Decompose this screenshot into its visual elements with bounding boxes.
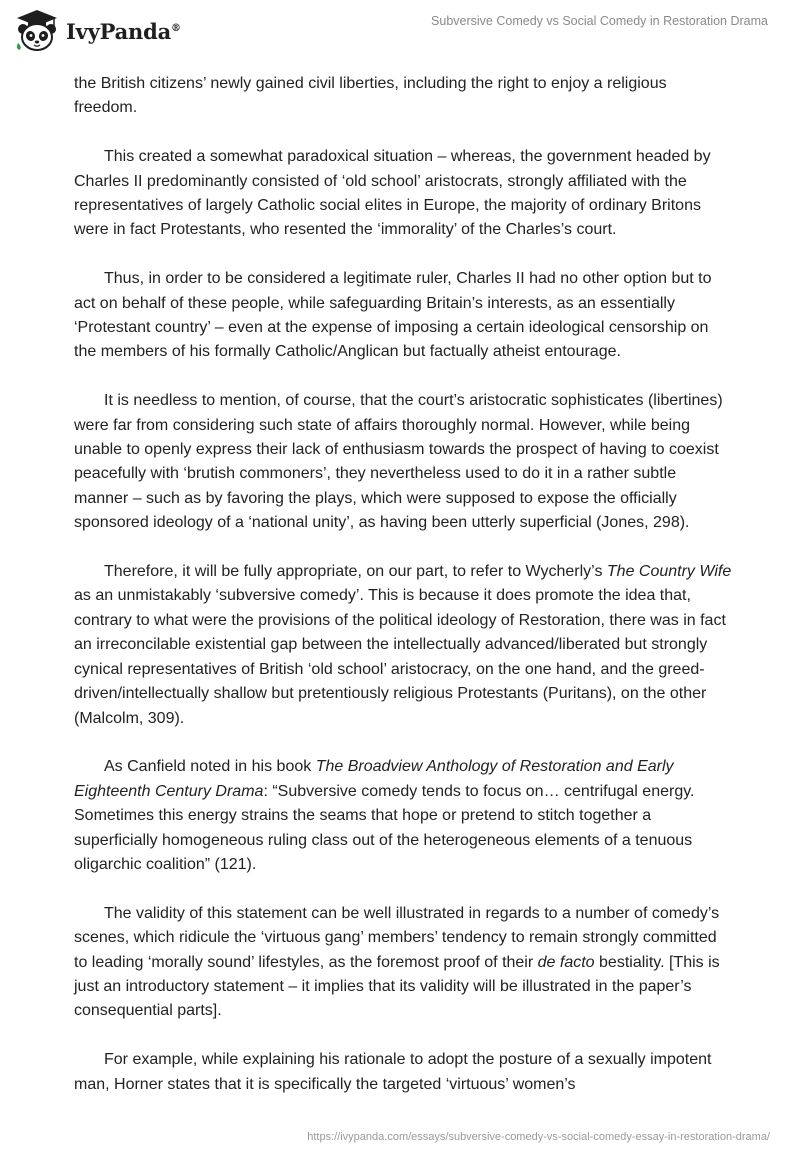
brand-name: IvyPanda®: [66, 18, 181, 44]
italic-term: de facto: [537, 953, 595, 971]
book-title: The Broadview Anthology of Restoration and Early Eighteenth Century Drama: [74, 758, 674, 800]
paragraph: The validity of this statement can be well illustrated in regards to a number of comedy’s scenes, which ridicule the ‘virtuous gang’ members’ tendency to remain strongly committed to leading ‘morally sound’ lifestyles, as the foremost proof of their de facto bestiality. [This is just an introductory statement – it implies that its validity will be illustrated in the paper’s consequential parts].: [74, 904, 720, 1020]
paragraph: Thus, in order to be considered a legitimate ruler, Charles II had no other option but to act on behalf of these people, while safeguarding Britain’s interests, as an essentially ‘Protestant country’ – even at the expense of imposing a certain ideological censorship on the members of his formally Catholic/Anglican but factually atheist entourage.: [74, 270, 712, 361]
brand-logo[interactable]: [14, 9, 181, 51]
paragraph: This created a somewhat paradoxical situation – whereas, the government headed by Charles II predominantly consisted of ‘old school’ aristocrats, strongly affiliated with the representatives of largely Catholic social elites in Europe, the majority of ordinary Britons were in fact Protestants, who resented the ‘immorality’ of the Charles’s court.: [74, 148, 711, 239]
source-url[interactable]: https://ivypanda.com/essays/subversive-comedy-vs-social-comedy-essay-in-restoration-drama/: [307, 1131, 770, 1143]
paragraph: For example, while explaining his rationale to adopt the posture of a sexually impotent man, Horner states that it is specifically the targeted ‘virtuous’ women’s: [74, 1051, 712, 1093]
paragraph: It is needless to mention, of course, that the court’s aristocratic sophisticates (libertines) were far from considering such state of affairs thoroughly normal. However, while being unable to openly express their lack of enthusiasm towards the prospect of having to coexist peacefully with ‘brutish commoners’, they nevertheless used to do it in a rather subtle manner – such as by favoring the plays, which were supposed to expose the officially sponsored ideology of a ‘national unity’, as having been utterly superficial (Jones, 298).: [74, 392, 723, 532]
document-title: Subversive Comedy vs Social Comedy in Restoration Drama: [431, 14, 768, 28]
essay-body: [74, 72, 734, 1121]
panda-logo-icon: [14, 9, 60, 51]
book-title: The Country Wife: [606, 563, 732, 581]
paragraph: As Canfield noted in his book The Broadview Anthology of Restoration and Early Eighteenth Century Drama: “Subversive comedy tends to focus on… centrifugal energy. Sometimes this energy strains the seams that hope or pretend to stitch together a superficially homogeneous ruling class out of the heterogeneous elements of a tenuous oligarchic coalition” (121).: [74, 758, 695, 873]
page-header: [0, 0, 800, 70]
paragraph: Therefore, it will be fully appropriate, on our part, to refer to Wycherly’s The Country Wife as an unmistakably ‘subversive comedy’. This is because it does promote the idea that, contrary to what were the provisions of the political ideology of Restoration, there was in fact an irreconcilable existential gap between the intellectually advanced/liberated but strongly cynical representatives of British ‘old school’ aristocracy, on the one hand, and the greed-driven/intellectually shallow but pretentiously religious Protestants (Puritans), on the other (Malcolm, 309).: [74, 563, 732, 727]
paragraph: the British citizens’ newly gained civil liberties, including the right to enjoy a religious freedom.: [74, 75, 667, 117]
